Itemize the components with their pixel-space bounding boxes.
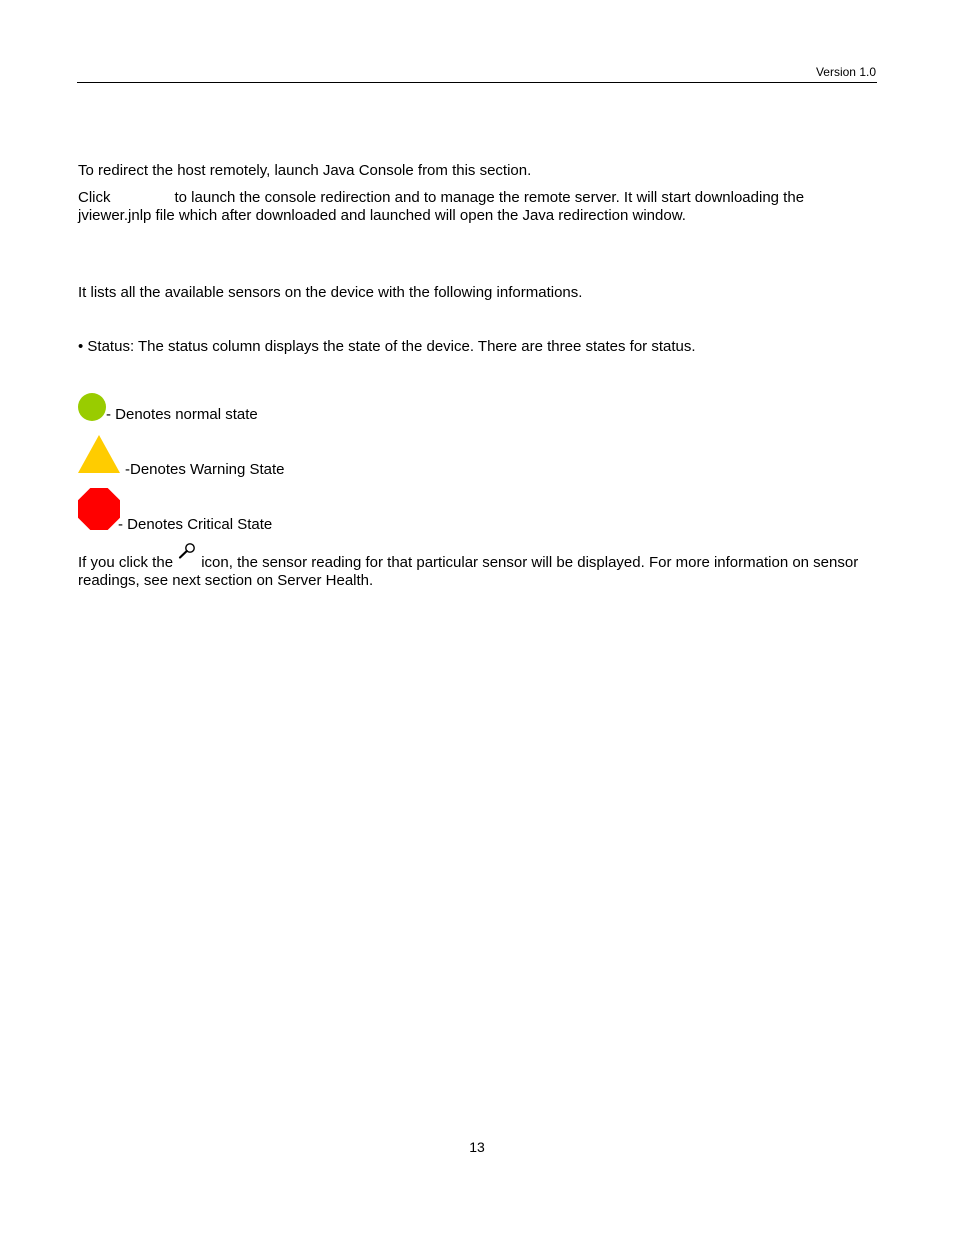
warning-state-label: -Denotes Warning State — [125, 461, 285, 478]
remote-control-intro: To redirect the host remotely, launch Java Console from this section. — [78, 162, 532, 179]
sensors-intro: It lists all the available sensors on the device with the following informations. — [78, 284, 583, 301]
version-label: Version 1.0 — [815, 65, 876, 79]
click-icon-before-text: If you click the — [78, 554, 174, 571]
status-list-item: • Status: The status column displays the state of the device. There are three states for status. — [78, 338, 696, 355]
header-divider — [77, 82, 877, 83]
click-icon-after-text: icon, the sensor reading for that particular sensor will be displayed. For more information on sensor readings, see next section on Server Health. — [78, 554, 859, 589]
critical-state-label: - Denotes Critical State — [118, 516, 273, 533]
yellow-triangle-icon — [78, 435, 120, 473]
page-number: 13 — [469, 1139, 485, 1155]
magnifier-icon — [177, 542, 201, 560]
click-launch-text: to launch the console redirection and to manage the remote server. It will start downloading the jviewer.jnlp file which after downloaded and launched will open the Java redirection window. — [78, 189, 805, 224]
normal-state-label: - Denotes normal state — [106, 406, 258, 423]
click-launch-paragraph — [78, 189, 868, 225]
click-word: Click — [78, 189, 111, 206]
sensor-reading-paragraph — [78, 554, 868, 590]
green-circle-icon — [78, 393, 106, 421]
red-octagon-icon — [78, 488, 120, 530]
